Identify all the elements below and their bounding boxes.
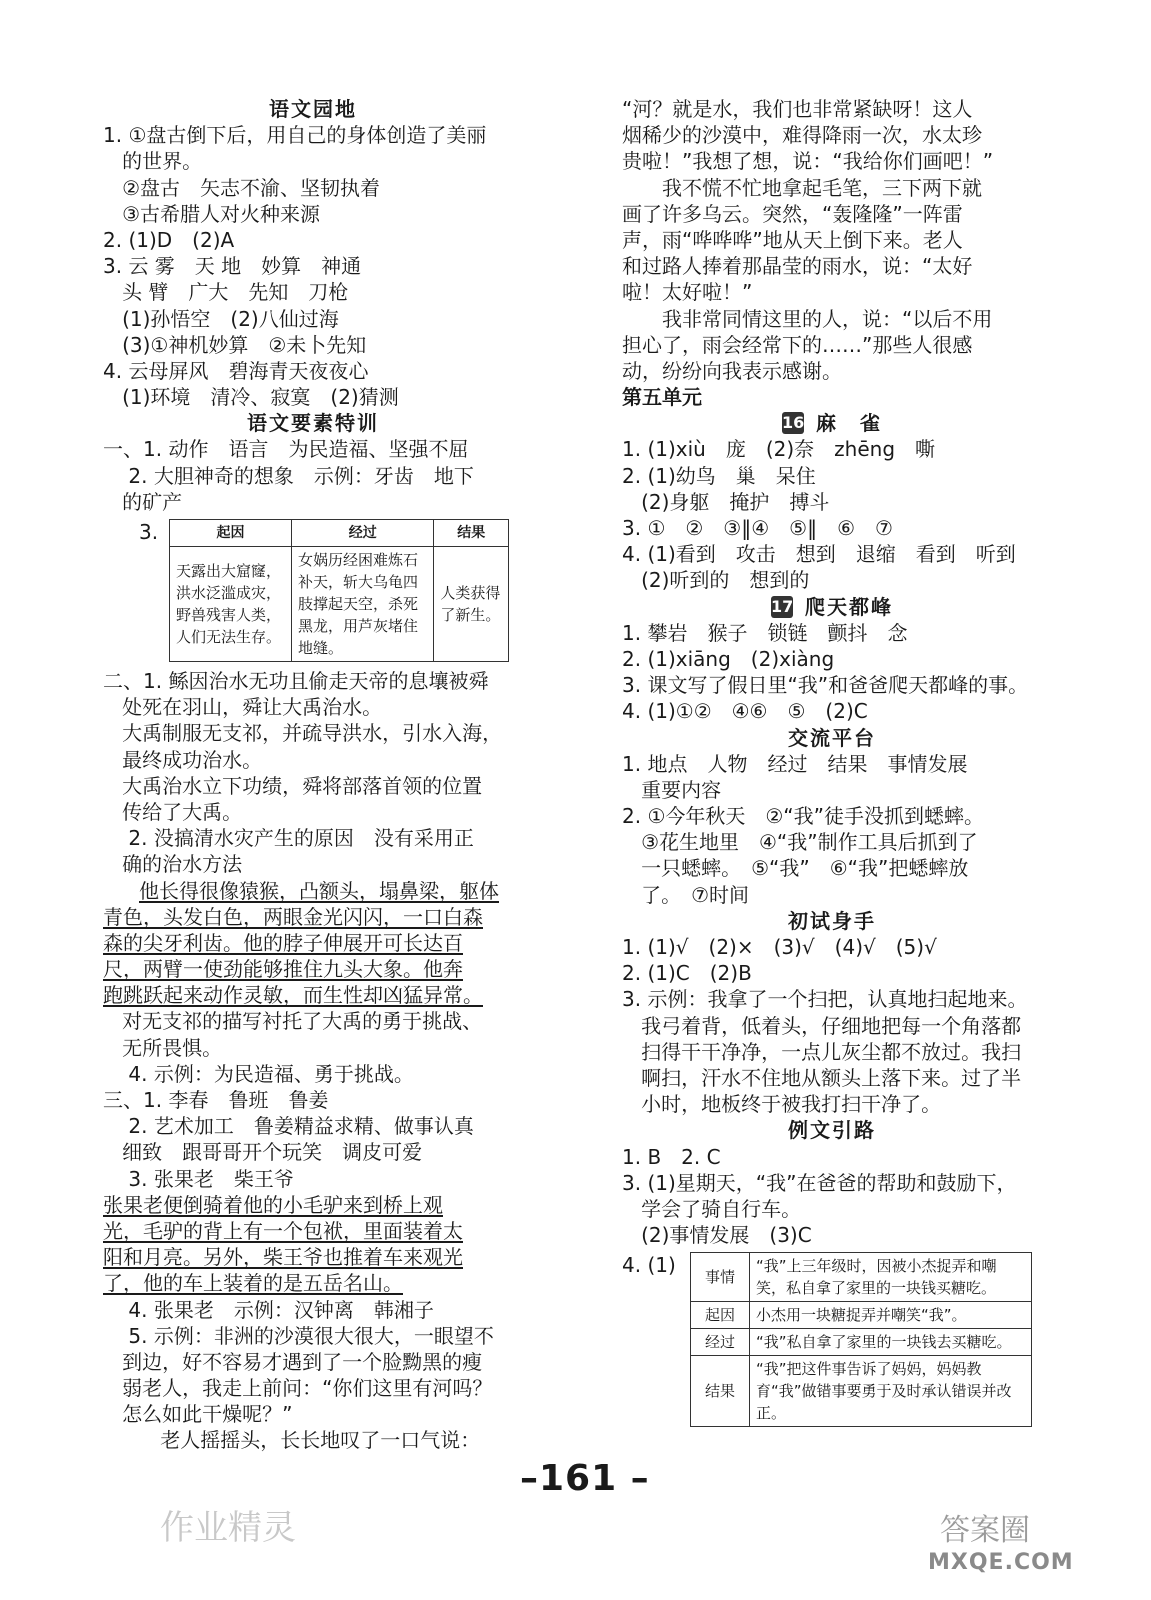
section-title: 交流平台 (788, 725, 876, 750)
text-line: 动，纷纷向我表示感谢。 (622, 358, 842, 383)
text-line: (3)①神机妙算 ②未卜先知 (103, 332, 367, 357)
text-line: 1. (1)√ (2)× (3)√ (4)√ (5)√ (622, 935, 937, 959)
table-cell: 女娲历经困难炼石补天，斩大乌龟四肢撑起天空，杀死黑龙，用芦灰堵住地缝。 (292, 547, 434, 662)
answer-table (690, 1252, 1032, 1427)
table-value: “我”把这件事告诉了妈妈，妈妈教育“我”做错事要勇于及时承认错误并改正。 (750, 1356, 1032, 1427)
text-line: 二、1. 鲧因治水无功且偷走天帝的息壤被舜 (103, 669, 489, 693)
text-line: 的世界。 (103, 149, 203, 174)
table-row (691, 1302, 1032, 1329)
text-line: 头 臂 广大 先知 刀枪 (103, 280, 349, 305)
text-line: 4. (1)①② ④⑥ ⑤ (2)C (622, 699, 868, 724)
answer-block (622, 96, 1042, 384)
watermark-url: MXQE.COM (928, 1550, 1074, 1575)
section-title: 语文要素特训 (247, 411, 379, 436)
lesson-number-badge: 17 (771, 596, 794, 616)
text-line: (2)听到的 想到的 (622, 568, 810, 593)
text-line: 弱老人，我走上前问：“你们这里有河吗？ (103, 1376, 493, 1401)
table-row (691, 1329, 1032, 1356)
text-line: 处死在羽山，舜让大禹治水。 (103, 695, 383, 720)
text-line: 1. 攀岩 猴子 锁链 颤抖 念 (622, 620, 908, 645)
text-line: ②盘古 矢志不渝、坚韧执着 (103, 175, 381, 200)
text-line: 他长得很像猿猴，凸额头，塌鼻梁，躯体 (139, 878, 499, 903)
answer-block (622, 436, 1042, 593)
lesson-number-badge: 16 (782, 413, 805, 433)
text-line: 我弓着背，低着头，仔细地把每一个角落都 (622, 1013, 1022, 1038)
text-line: 阳和月亮。另外，柴王爷也推着车来观光 (103, 1245, 463, 1270)
watermark-logo: 答案圈 (940, 1513, 1030, 1548)
text-line: ③古希腊人对火种来源 (103, 201, 321, 226)
text-line: 啊扫，汗水不住地从额头上落下来。过了半 (622, 1065, 1022, 1090)
page-number: –161 – (520, 1458, 650, 1499)
text-line: 2. (1)D (2)A (103, 227, 235, 252)
text-line: 三、1. 李春 鲁班 鲁姜 (103, 1088, 329, 1112)
text-line: 1. B 2. C (622, 1144, 721, 1169)
answer-block (103, 436, 523, 515)
text-line: 传给了大禹。 (103, 799, 243, 824)
watermark-text: 作业精灵 (160, 1508, 296, 1548)
text-line: 2. 艺术加工 鲁姜精益求精、做事认真 (103, 1114, 474, 1139)
text-line: 1. (1)xiù 庞 (2)奈 zhēng 嘶 (622, 437, 936, 462)
text-line: 了。 ⑦时间 (622, 882, 750, 907)
right-column (622, 96, 1042, 1427)
question-number: 4. (1) (622, 1253, 676, 1278)
table-header: 经过 (292, 520, 434, 547)
text-line: 2. (1)C (2)B (622, 961, 752, 986)
text-line: 大禹制服无支祁，并疏导洪水，引水入海， (103, 721, 503, 746)
text-line: 老人摇摇头，长长地叹了一口气说： (103, 1428, 481, 1453)
text-line: 到边，好不容易才遇到了一个脸黝黑的瘦 (103, 1349, 483, 1374)
table-header: 结果 (434, 520, 509, 547)
text-line: ③花生地里 ④“我”制作工具后抓到了 (622, 830, 978, 855)
text-line: 4. (1)看到 攻击 想到 退缩 看到 听到 (622, 542, 1016, 567)
text-line: 声，雨“哗哗哗”地从天上倒下来。老人 (622, 227, 963, 252)
table-key: 事情 (691, 1253, 750, 1302)
table-cell: 人类获得了新生。 (434, 547, 509, 662)
table-row (691, 1253, 1032, 1302)
text-line: 怎么如此干燥呢？” (103, 1402, 293, 1427)
table-key: 结果 (691, 1356, 750, 1427)
text-line: 烟稀少的沙漠中，难得降雨一次，水太珍 (622, 123, 982, 148)
text-line: 贵啦！”我想了想，说：“我给你们画吧！” (622, 149, 994, 174)
text-line: 2. 没搞清水灾产生的原因 没有采用正 (103, 826, 474, 851)
answer-block (622, 620, 1042, 725)
lesson-name: 爬天都峰 (805, 594, 893, 619)
table-key: 经过 (691, 1329, 750, 1356)
table-cell: 天露出大窟窿，洪水泛滥成灾，野兽残害人类，人们无法生存。 (170, 547, 292, 662)
text-line: 尺，两臂一使劲能够推住九头大象。他奔 (103, 957, 463, 982)
question-number: 3. (139, 520, 159, 544)
text-line: 学会了骑自行车。 (622, 1196, 802, 1221)
text-line: 3. ① ② ③‖④ ⑤‖ ⑥ ⑦ (622, 516, 893, 540)
text-line: 3. 示例：我拿了一个扫把，认真地扫起地来。 (622, 987, 1028, 1012)
answer-block (622, 751, 1042, 908)
text-line: 4. 张果老 示例：汉钟离 韩湘子 (103, 1297, 434, 1322)
text-line: 张果老便倒骑着他的小毛驴来到桥上观 (103, 1192, 443, 1217)
table-value: 小杰用一块糖捉弄并嘲笑“我”。 (750, 1302, 1032, 1329)
section-title: 初试身手 (788, 908, 876, 933)
underlined-answer (103, 1192, 523, 1297)
text-line: (1)孙悟空 (2)八仙过海 (103, 306, 339, 331)
text-line: 2. (1)xiāng (2)xiàng (622, 646, 835, 671)
text-line: 大禹治水立下功绩，舜将部落首领的位置 (103, 773, 483, 798)
lesson-title (622, 594, 1042, 620)
answer-block (103, 1297, 523, 1454)
text-line: 1. ①盘古倒下后，用自己的身体创造了美丽 (103, 123, 487, 148)
text-line: 5. 示例：非洲的沙漠很大很大，一眼望不 (103, 1323, 494, 1348)
text-line: 光，毛驴的背上有一个包袱，里面装着太 (103, 1218, 463, 1243)
text-line: 了，他的车上装着的是五岳名山。 (103, 1271, 403, 1296)
text-line: (2)事情发展 (3)C (622, 1223, 812, 1248)
answer-block (103, 668, 523, 878)
text-line: 我非常同情这里的人，说：“以后不用 (622, 306, 993, 331)
text-line: 一、1. 动作 语言 为民造福、坚强不屈 (103, 437, 469, 462)
text-line: 最终成功治水。 (103, 747, 263, 772)
lesson-name: 麻 雀 (816, 411, 882, 436)
answer-block (622, 1144, 1042, 1249)
section-title: 例文引路 (788, 1118, 876, 1143)
text-line: (2)身躯 掩护 搏斗 (622, 489, 830, 514)
answer-table (169, 519, 509, 662)
table-wrap (622, 1252, 1042, 1427)
text-line: 无所畏惧。 (103, 1035, 223, 1060)
text-line: 4. 示例：为民造福、勇于挑战。 (103, 1061, 414, 1086)
text-line: 担心了，雨会经常下的……”那些人很感 (622, 332, 973, 357)
text-line: 1. 地点 人物 经过 结果 事情发展 (622, 751, 968, 776)
section-title: 语文园地 (269, 97, 357, 121)
left-column (103, 96, 523, 1454)
table-value: “我”私自拿了家里的一块钱去买糖吃。 (750, 1329, 1032, 1356)
text-line: 小时，地板终于被我打扫干净了。 (622, 1092, 942, 1117)
text-line: 和过路人捧着那晶莹的雨水，说：“太好 (622, 254, 973, 279)
text-line: 3. 张果老 柴王爷 (103, 1166, 294, 1191)
text-line: (1)环境 清冷、寂寞 (2)猜测 (103, 385, 399, 410)
text-line: 森的尖牙利齿。他的脖子伸展开可长达百 (103, 930, 463, 955)
table-value: “我”上三年级时，因被小杰捉弄和嘲笑，私自拿了家里的一块钱买糖吃。 (750, 1253, 1032, 1302)
text-line: 扫得干干净净，一点儿灰尘都不放过。我扫 (622, 1039, 1022, 1064)
lesson-title (622, 410, 1042, 436)
answer-block (103, 122, 523, 410)
text-line: 重要内容 (622, 777, 722, 802)
table-row (691, 1356, 1032, 1427)
underlined-answer (103, 878, 523, 1009)
text-line: 3. 课文写了假日里“我”和爸爸爬天都峰的事。 (622, 673, 1029, 698)
text-line: 画了许多乌云。突然，“轰隆隆”一阵雷 (622, 201, 963, 226)
text-line: 对无支祁的描写衬托了大禹的勇于挑战、 (103, 1009, 483, 1034)
text-line: 3. (1)星期天，“我”在爸爸的帮助和鼓励下， (622, 1170, 1017, 1195)
answer-block (622, 934, 1042, 1117)
text-line: 细致 跟哥哥开个玩笑 调皮可爱 (103, 1140, 423, 1165)
table-header: 起因 (170, 520, 292, 547)
text-line: 2. ①今年秋天 ②“我”徒手没抓到蟋蟀。 (622, 804, 985, 829)
text-line: 3. 云 雾 天 地 妙算 神通 (103, 254, 362, 279)
text-line: 跑跳跃起来动作灵敏，而生性却凶猛异常。 (103, 983, 483, 1008)
answer-block (103, 1008, 523, 1191)
text-line: 一只蟋蟀。 ⑤“我” ⑥“我”把蟋蟀放 (622, 856, 969, 881)
text-line: 青色，头发白色，两眼金光闪闪，一口白森 (103, 904, 483, 929)
text-line: 2. 大胆神奇的想象 示例：牙齿 地下 (103, 463, 474, 488)
text-line: 确的治水方法 (103, 852, 243, 877)
text-line: 的矿产 (103, 489, 183, 514)
text-line: 啦！太好啦！” (622, 280, 753, 305)
unit-title: 第五单元 (622, 385, 702, 410)
text-line: 2. (1)幼鸟 巢 呆住 (622, 463, 816, 488)
table-wrap (139, 519, 523, 662)
text-line: “河？就是水，我们也非常紧缺呀！这人 (622, 97, 973, 121)
table-key: 起因 (691, 1302, 750, 1329)
text-line: 4. 云母屏风 碧海青天夜夜心 (103, 358, 369, 383)
text-line: 我不慌不忙地拿起毛笔，三下两下就 (622, 175, 982, 200)
